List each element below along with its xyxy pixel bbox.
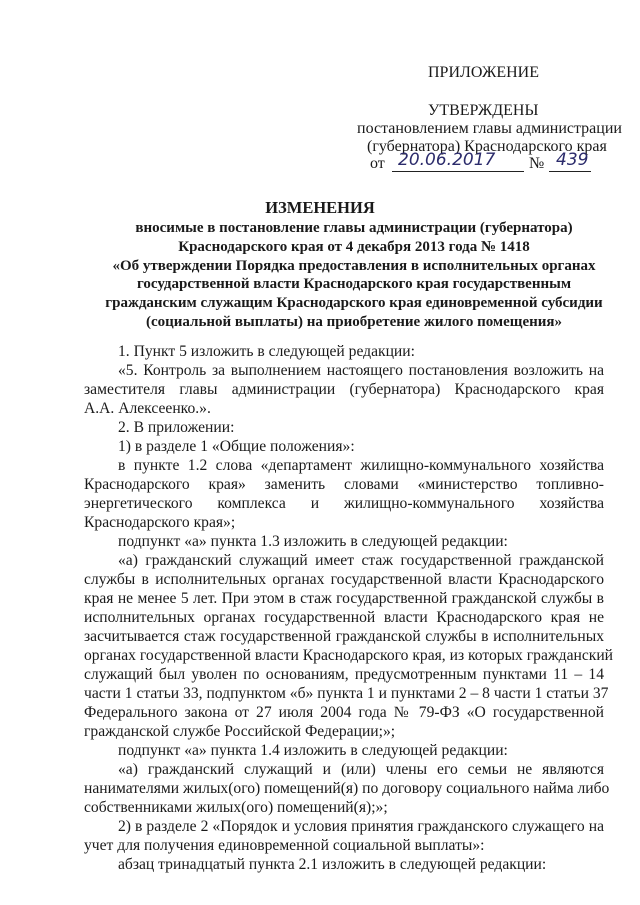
- body-line: края не менее 5 лет. При этом в стаж государственной гражданской службы в: [84, 590, 604, 607]
- body-line: «а) гражданский служащий и (или) члены его семьи не являются: [118, 761, 604, 778]
- body-line: исполнительных органах государственной власти Краснодарского края не: [84, 609, 604, 626]
- appendix-label: ПРИЛОЖЕНИЕ: [428, 64, 540, 81]
- handwritten-date: 20.06.2017: [398, 150, 496, 170]
- subtitle-line: гражданским служащим Краснодарского края единовременной субсидии: [105, 295, 603, 311]
- body-line: 2) в разделе 2 «Порядок и условия принятия гражданского служащего на: [118, 818, 604, 835]
- approved-label: УТВЕРЖДЕНЫ: [428, 102, 539, 119]
- body-line: засчитывается стаж государственной гражданской службы в исполнительных: [84, 628, 604, 645]
- subtitle-line: Краснодарского края от 4 декабря 2013 года № 1418: [178, 239, 530, 255]
- body-line: Краснодарского края»;: [84, 514, 236, 531]
- date-underline: [392, 171, 524, 172]
- body-line: «а) гражданский служащий имеет стаж государственной гражданской: [118, 552, 604, 569]
- subtitle-line: вносимые в постановление главы администрации (губернатора): [135, 220, 573, 236]
- body-line: 2. В приложении:: [118, 419, 235, 436]
- body-line: Краснодарского края» заменить словами «министерство топливно-: [84, 476, 604, 493]
- body-line: служащий был уволен по основаниям, предусмотренным пунктами 11 – 14: [84, 666, 604, 683]
- body-line: абзац тринадцатый пункта 2.1 изложить в следующей редакции:: [118, 856, 547, 873]
- body-line: части 1 статьи 33, подпунктом «б» пункта 1 и пунктами 2 – 8 части 1 статьи 37: [84, 685, 609, 702]
- body-line: собственниками жилых(ого) помещений(я);»;: [84, 799, 388, 816]
- approval-line-2: (губернатора) Краснодарского края: [367, 138, 607, 155]
- body-line: «5. Контроль за выполнением настоящего постановления возложить на: [118, 362, 604, 379]
- body-line: в пункте 1.2 слова «департамент жилищно-коммунального хозяйства: [118, 457, 604, 474]
- subtitle-line: государственной власти Краснодарского края государственным: [136, 276, 572, 292]
- approval-date-prefix: от: [370, 155, 385, 172]
- body-line: заместителя главы администрации (губернатора) Краснодарского края: [84, 381, 604, 398]
- body-line: гражданской службе Российской Федерации;»;: [84, 723, 396, 740]
- approval-line-1: постановлением главы администрации: [357, 120, 622, 137]
- body-line: Федерального закона от 27 июля 2004 года № 79-ФЗ «О государственной: [84, 704, 604, 721]
- body-line: нанимателями жилых(ого) помещений(я) по договору социального найма либо: [84, 780, 610, 797]
- body-line: энергетического комплекса и жилищно-коммунального хозяйства: [84, 495, 604, 512]
- body-line: подпункт «а» пункта 1.3 изложить в следующей редакции:: [118, 533, 508, 550]
- body-line: 1) в разделе 1 «Общие положения»:: [118, 438, 355, 455]
- body-line: А.А. Алексеенко.».: [84, 400, 211, 417]
- body-line: 1. Пункт 5 изложить в следующей редакции:: [118, 343, 415, 360]
- body-line: подпункт «а» пункта 1.4 изложить в следующей редакции:: [118, 742, 508, 759]
- document-title: ИЗМЕНЕНИЯ: [265, 198, 375, 217]
- subtitle-line: «Об утверждении Порядка предоставления в исполнительных органах: [112, 258, 596, 274]
- number-underline: [549, 171, 591, 172]
- handwritten-number: 439: [556, 150, 589, 170]
- body-line: учет для получения единовременной социальной выплаты»:: [84, 837, 485, 854]
- body-line: службы в исполнительных органах государственной власти Краснодарского: [84, 571, 604, 588]
- subtitle-line: (социальной выплаты) на приобретение жилого помещения»: [145, 314, 563, 330]
- approval-number-prefix: №: [529, 155, 545, 172]
- body-line: органах государственной власти Краснодарского края, из которых гражданский: [84, 647, 614, 664]
